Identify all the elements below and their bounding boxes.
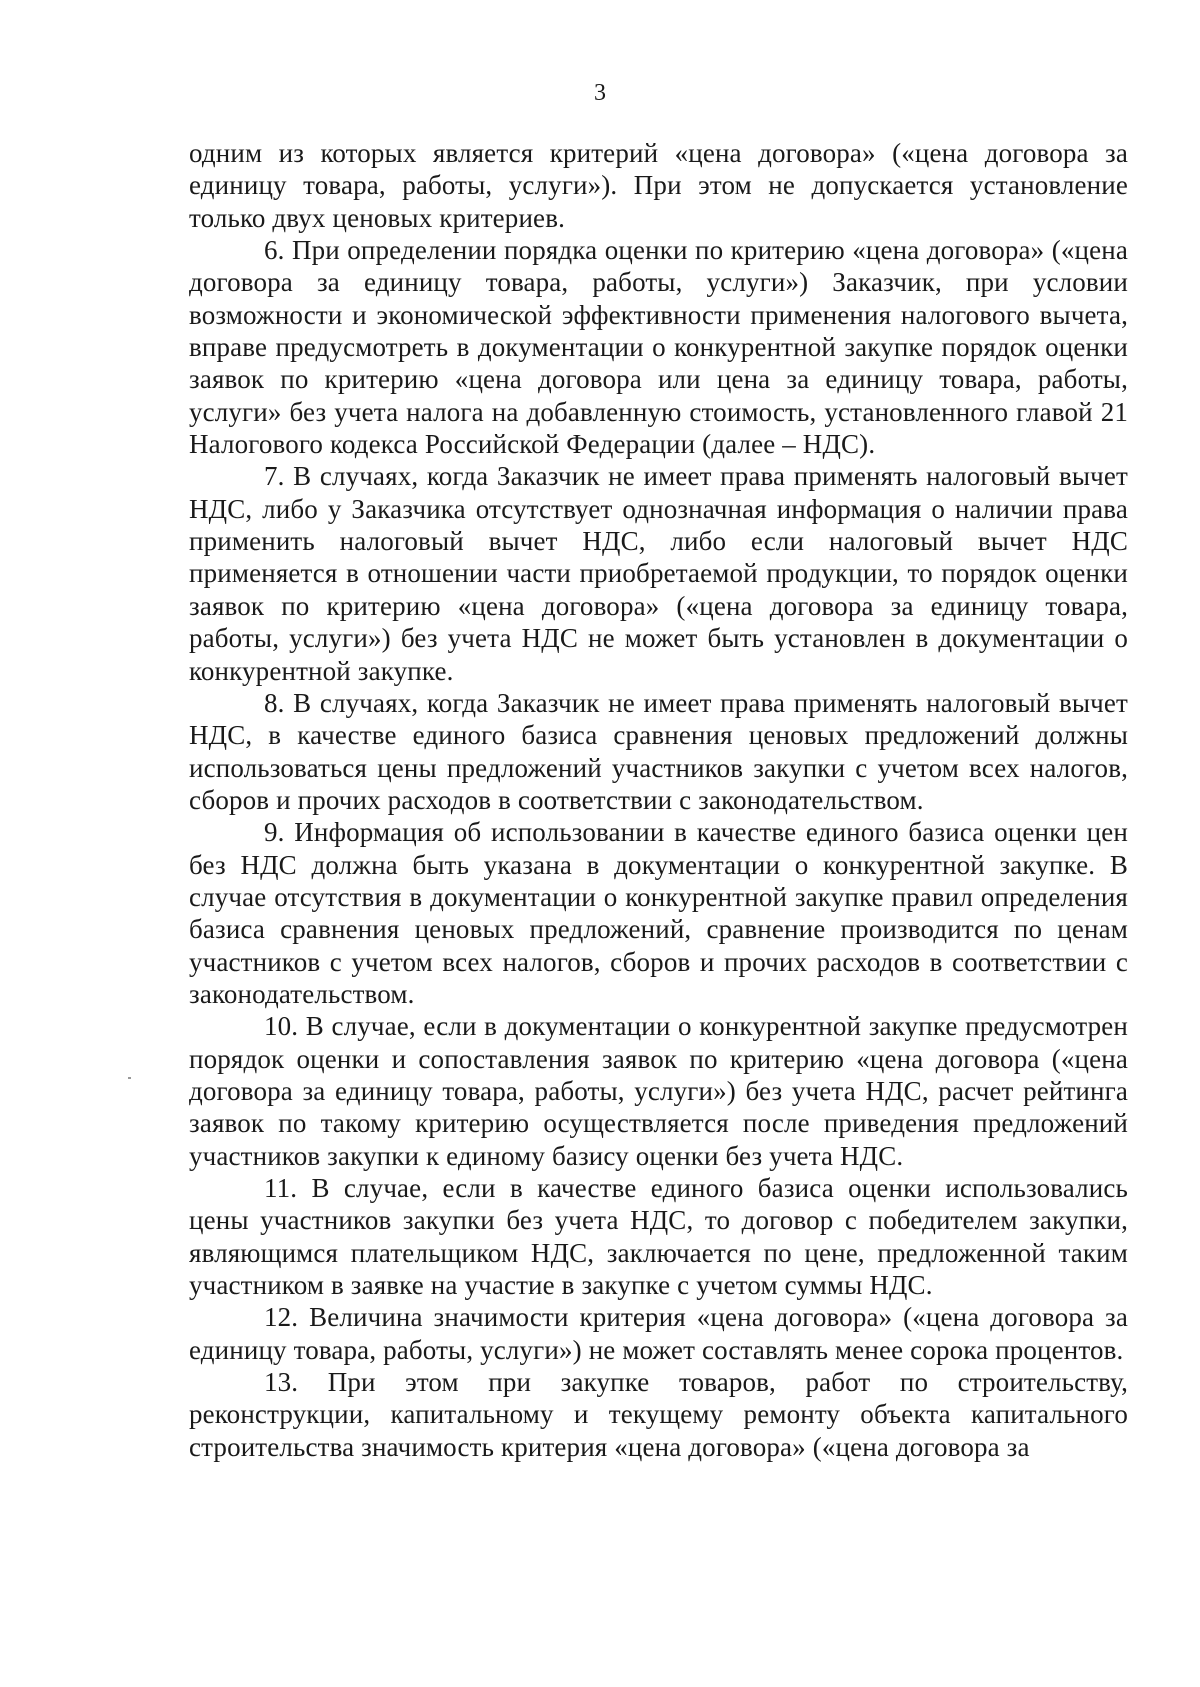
paragraph-item-12: 12. Величина значимости критерия «цена договора» («цена договора за единицу товара, работы, услуги») не может составлять менее сорока процентов. xyxy=(189,1302,1128,1365)
page-number: 3 xyxy=(594,80,606,106)
paragraph-item-6: 6. При определении порядка оценки по критерию «цена договора» («цена договора за единицу товара, работы, услуги») Заказчик, при условии возможности и экономической эффективности применения налогового вычета, вправе предусмотреть в документации о конкурентной закупке порядок оценки заявок по критерию «цена договора или цена за единицу товара, работы, услуги» без учета налога на добавленную стоимость, установленного главой 21 Налогового кодекса Российской Федерации (далее – НДС). xyxy=(189,235,1128,460)
paragraph-item-11: 11. В случае, если в качестве единого базиса оценки использовались цены участников закупки без учета НДС, то договор с победителем закупки, являющимся плательщиком НДС, заключается по цене, предложенной таким участником в заявке на участие в закупке с учетом суммы НДС. xyxy=(189,1173,1128,1301)
document-body xyxy=(189,137,1128,1463)
scan-speck xyxy=(128,1077,131,1079)
paragraph-item-8: 8. В случаях, когда Заказчик не имеет права применять налоговый вычет НДС, в качестве единого базиса сравнения ценовых предложений должны использоваться цены предложений участников закупки с учетом всех налогов, сборов и прочих расходов в соответствии с законодательством. xyxy=(189,687,1128,815)
paragraph-item-9: 9. Информация об использовании в качестве единого базиса оценки цен без НДС должна быть указана в документации о конкурентной закупке. В случае отсутствия в документации о конкурентной закупке правил определения базиса сравнения ценовых предложений, сравнение производится по ценам участников с учетом всех налогов, сборов и прочих расходов в соответствии с законодательством. xyxy=(189,817,1128,1009)
paragraph-item-7: 7. В случаях, когда Заказчик не имеет права применять налоговый вычет НДС, либо у Заказчика отсутствует однозначная информация о наличии права применить налоговый вычет НДС, либо если налоговый вычет НДС применяется в отношении части приобретаемой продукции, то порядок оценки заявок по критерию «цена договора» («цена договора за единицу товара, работы, услуги») без учета НДС не может быть установлен в документации о конкурентной закупке. xyxy=(189,461,1128,686)
paragraph-item-13: 13. При этом при закупке товаров, работ по строительству, реконструкции, капитальному и текущему ремонту объекта капитального строительства значимость критерия «цена договора» («цена договора за xyxy=(189,1367,1128,1462)
paragraph-continuation: одним из которых является критерий «цена договора» («цена договора за единицу товара, работы, услуги»). При этом не допускается установление только двух ценовых критериев. xyxy=(189,138,1128,233)
paragraph-item-10: 10. В случае, если в документации о конкурентной закупке предусмотрен порядок оценки и сопоставления заявок по критерию «цена договора («цена договора за единицу товара, работы, услуги») без учета НДС, расчет рейтинга заявок по такому критерию осуществляется после приведения предложений участников закупки к единому базису оценки без учета НДС. xyxy=(189,1011,1128,1171)
